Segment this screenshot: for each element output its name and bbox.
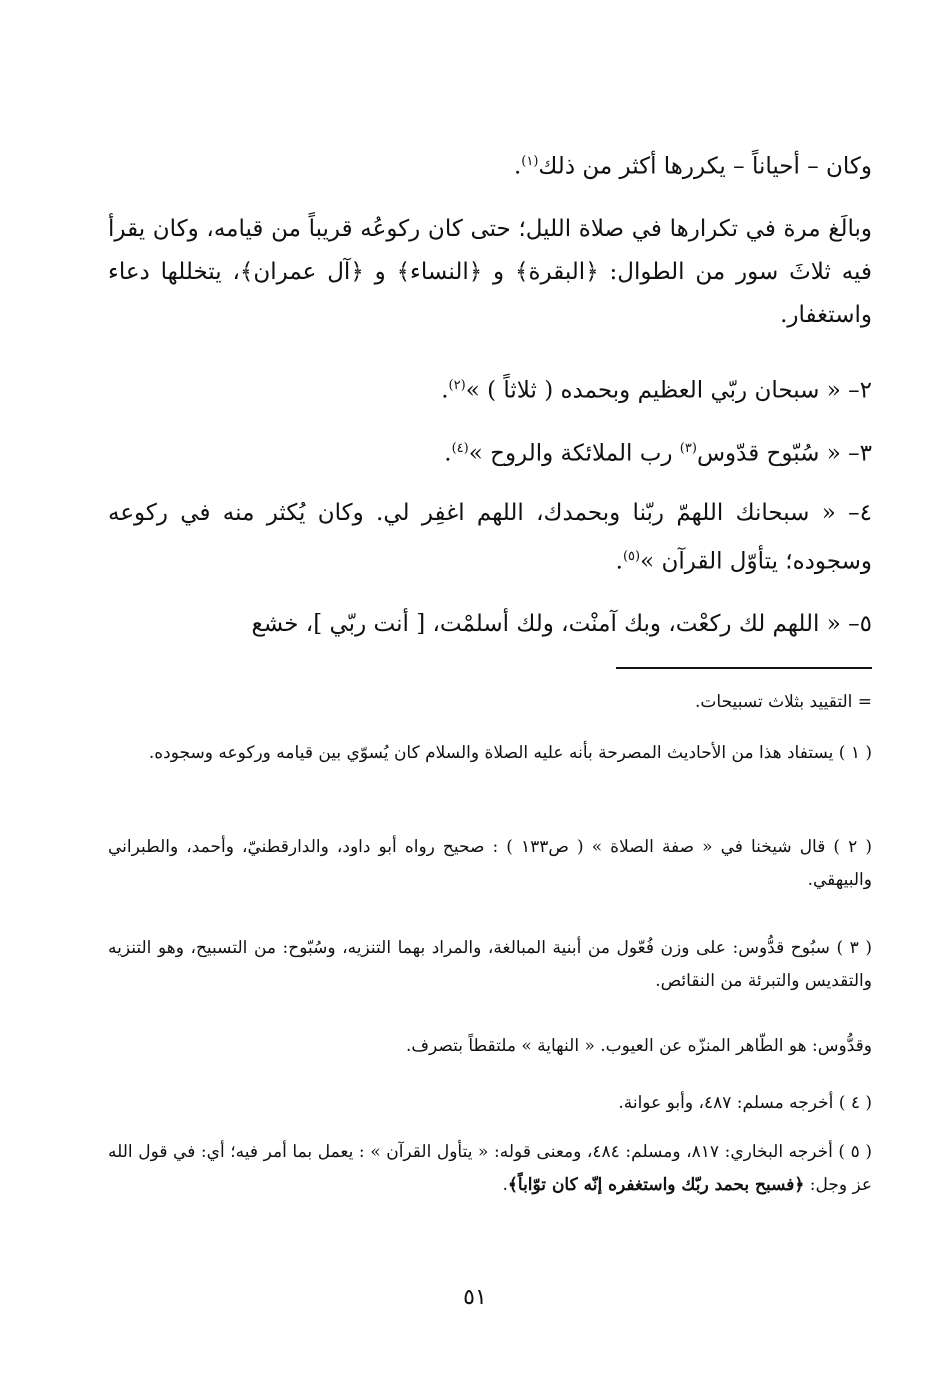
footnote-4: ( ٤ ) أخرجه مسلم: ٤٨٧، وأبو عوانة. xyxy=(618,1093,872,1113)
page-number: ٥١ xyxy=(463,1285,487,1310)
footnote-3: ( ٣ ) سبُوح قدُّوس: على وزن فُعّول من أبنية المبالغة، والمراد بهما التنزيه، وسُبّوح: من التسبيح، وهو التنزيه والتقديس والتبرئة من النقائص. xyxy=(108,938,872,991)
main-paragraph-6: ٥– « اللهم لك ركعْت، وبك آمنْت، ولك أسلمْت، [ أنت ربّي ]، خشع xyxy=(251,611,872,637)
main-paragraph-3: ٢– « سبحان ربّي العظيم وبحمده ( ثلاثاً ) »$^{(٢)}$. xyxy=(441,377,872,404)
footnote-ref-5: (٥) xyxy=(622,549,641,564)
quran-verse: ﴿فسبح بحمد ربّك واستغفره إنّه كان توّاباً﴾ xyxy=(507,1175,805,1195)
footnote-divider xyxy=(616,667,872,669)
footnote-2: ( ٢ ) قال شيخنا في « صفة الصلاة » ( ص١٣٣ ) : صحيح رواه أبو داود، والدارقطنيّ، وأحمد، والطبراني والبيهقي. xyxy=(108,837,872,890)
main-paragraph-1: وكان – أحياناً – يكررها أكثر من ذلك$^{(١)}$. xyxy=(513,153,872,180)
footnote-ref-3: (٣) xyxy=(679,441,697,456)
footnote-ref-2: (٢) xyxy=(448,378,466,393)
main-paragraph-2: وبالَغ مرة في تكرارها في صلاة الليل؛ حتى كان ركوعُه قريباً من قيامه، وكان يقرأ فيه ثلاثَ سور من الطوال: ﴿البقرة﴾ و ﴿النساء﴾ و ﴿آل عمران﴾، يتخللها دعاء واستغفار. xyxy=(108,216,872,328)
footnote-3-continued: وقدُّوس: هو الطّاهر المنزّه عن العيوب. « النهاية » ملتقطاً بتصرف. xyxy=(405,1036,872,1056)
footnote-1: ( ١ ) يستفاد هذا من الأحاديث المصرحة بأنه عليه الصلاة والسلام كان يُسوّي بين قيامه وركوعه وسجوده. xyxy=(148,743,872,763)
main-paragraph-4: ٣– « سُبّوح قدّوس$^{(٣)}$ رب الملائكة والروح »$^{(٤)}$. xyxy=(444,440,872,467)
footnote-ref-1: (١) xyxy=(521,154,539,169)
footnote-continuation: = التقييد بثلاث تسبيحات. xyxy=(695,692,872,712)
footnote-5: ( ٥ ) أخرجه البخاري: ٨١٧، ومسلم: ٤٨٤، ومعنى قوله: « يتأول القرآن » : يعمل بما أمر فيه؛ أي: في قول الله عز وجل: ﴿فسبح بحمد ربّك واستغفره إنّه كان توّاباً﴾. xyxy=(108,1142,872,1195)
footnote-ref-4: (٤) xyxy=(451,441,469,456)
main-paragraph-5: ٤– « سبحانك اللهمّ ربّنا وبحمدك، اللهم اغفِر لي. وكان يُكثر منه في ركوعه وسجوده؛ يتأوّل القرآن »$^{(٥)}$. xyxy=(108,500,872,575)
